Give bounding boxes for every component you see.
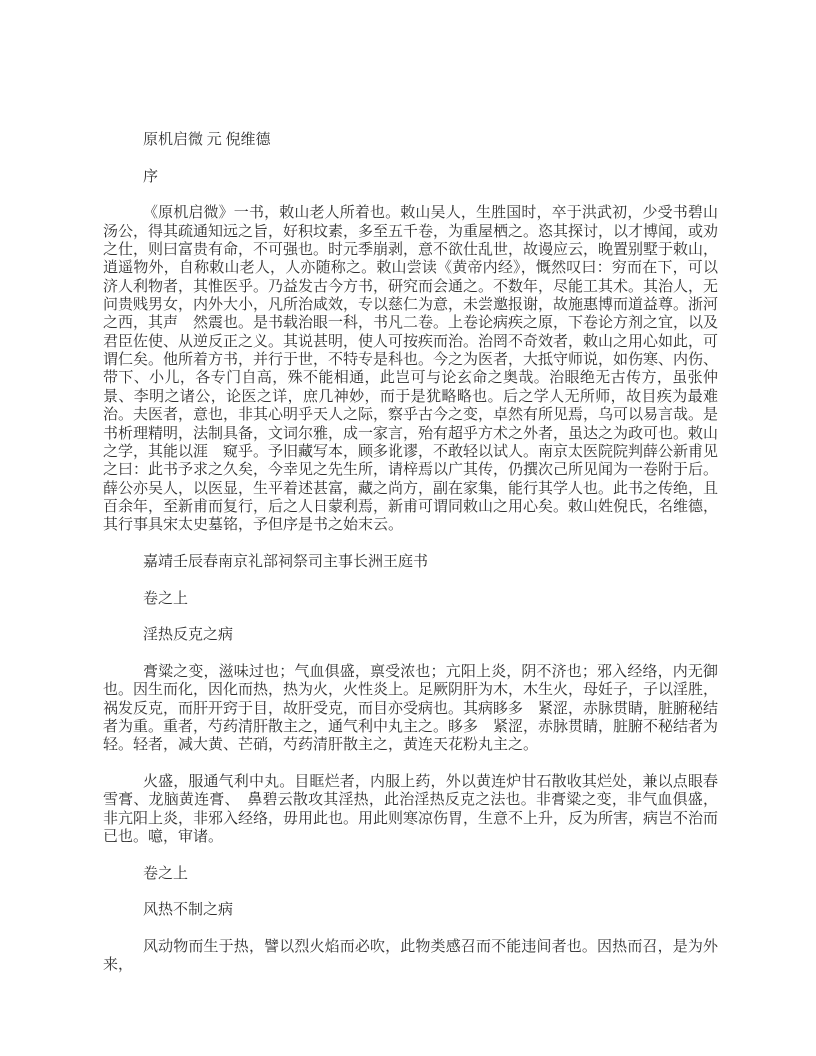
chapter-yinre-paragraph-1: 膏粱之变，滋味过也；气血俱盛，禀受浓也；亢阳上炎，阴不济也；邪入经络，内无御也。因生而化，因化而热，热为火，火性炎上。足厥阴肝为木，木生火，母妊子，子以淫胜，祸发反克，而肝开窍于目，故肝受克，而目亦受病也。其病眵多 紧涩，赤脉贯睛，脏腑秘结者为重。重者，芍药清肝散主之，通气利中丸主之。眵多 紧涩，赤脉贯睛，脏腑不秘结者为轻。轻者，减大黄、芒硝，芍药清肝散主之，黄连天花粉丸主之。: [103, 663, 719, 754]
page-content: [103, 131, 718, 975]
volume-heading-2: 卷之上: [143, 865, 189, 882]
chapter-heading-yinre: 淫热反克之病: [143, 627, 234, 644]
preface-heading: 序: [143, 168, 159, 185]
chapter-heading-fengre: 风热不制之病: [143, 902, 234, 919]
preface-signature: 嘉靖壬辰春南京礼部祠祭司主事长洲王庭书: [143, 553, 429, 570]
chapter-yinre-paragraph-2: 火盛，服通气利中丸。目眶烂者，内服上药，外以黄连炉甘石散收其烂处，兼以点眼春雪膏、龙脑黄连膏、 鼻碧云散攻其淫热，此治淫热反克之法也。非膏粱之变，非气血俱盛，非亢阳上炎，非邪入经络，毋用此也。用此则寒凉伤胃，生意不上升，反为所害，病岂不治而已也。噫，审诸。: [103, 774, 719, 846]
chapter-fengre-paragraph-1: 风动物而生于热，譬以烈火焰而必吹，此物类感召而不能违间者也。因热而召，是为外来，: [103, 939, 718, 974]
book-title: 原机启微 元 倪维德: [143, 132, 271, 148]
volume-heading-1: 卷之上: [143, 590, 189, 607]
preface-paragraph: 《原机启微》一书，敕山老人所着也。敕山吴人，生胜国时，卒于洪武初，少受书碧山汤公，得其疏通知远之旨，好积坟素，多至五千卷，为重屋栖之。恣其探讨，以才博闻，或劝之仕，则曰富贵有命，不可强也。时元季崩剥，意不欲仕乱世，故谩应云，晚置别墅于敕山，逍遥物外，自称敕山老人，人亦随称之。敕山尝读《黄帝内经》，慨然叹曰：穷而在下，可以济人利物者，其惟医乎。乃益发古今方书，研究而会通之。不数年，尽能工其术。其治人，无问贵贱男女，内外大小，凡所治咸效，专以慈仁为意，未尝邀报谢，故施惠博而道益尊。浙河之西，其声 然震也。是书载治眼一科，书凡二卷。上卷论病疾之原，下卷论方剂之宜，以及君臣佐使、从逆反正之义。其说甚明，使人可按疾而治。治罔不奇效者，敕山之用心如此，可谓仁矣。他所着方书，并行于世，不特专是科也。今之为医者，大抵守师说，如伤寒、内伤、带下、小儿，各专门自高，殊不能相通，此岂可与论玄命之奥哉。治眼绝无古传方，虽张仲景、李明之诸公，论医之详，庶几神妙，而于是犹略略也。后之学人无所师，故目疾为最难治。夫医者，意也，非其心明乎天人之际，察乎古今之变，卓然有所见焉，乌可以易言哉。是书析理精明，法制具备，文词尔雅，成一家言，殆有超乎方术之外者，虽达之为政可也。敕山之学，其能以涯 窥乎。予旧藏写本，顾多讹谬，不敢轻以试人。南京太医院院判薛公新甫见之曰：此书予求之久矣，今幸见之先生所，请梓焉以广其传，仍撰次己所见闻为一卷附于后。薛公亦吴人，以医显，生平着述甚富，藏之尚方，副在家集，能行其学人也。此书之传绝，且百余年，至新甫而复行，后之人日蒙利焉，新甫可谓同敕山之用心矣。敕山姓倪氏，名维德，其行事具宋太史墓铭，予但序是书之始末云。: [103, 205, 719, 534]
